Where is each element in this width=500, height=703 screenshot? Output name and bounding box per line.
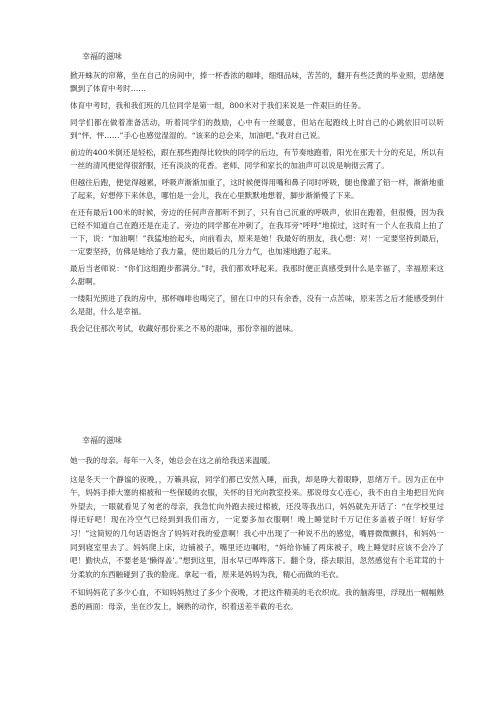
article-1-title: 幸福的滋味 — [82, 52, 122, 61]
paragraph: 我会记住那次考试，收藏好那份来之不易的甜味，那份幸福的滋味。 — [70, 324, 298, 333]
paragraph: 体育中考时，我和我们班的几位同学是第一组，800米对于我们来说是一件艰巨的任务。 — [70, 101, 366, 110]
paragraph: 在还有最后100米的时候，旁边的任何声音都听不到了，只有自己沉重的呼吸声，依旧在跑着，但很慢，因为我已经不知道自己在跑还是在走了。旁边的同学都在冲刺了，在我耳旁“呼呼”地掠过，这时有一个人在我肩上拍了一下，说：“加油啊！”我猛地抬起头，向前看去，原来是她！我最好的朋友，我心想：对！一定要坚持到最后，一定要坚持，仿佛是她给了我力量，使出最后的几分力气，也加速地跑了起来。 — [70, 208, 444, 256]
paragraph: 最后当老师说：“你们这组跑步都满分。”时，我们都欢呼起来。我那时便正真感受到什么是幸福了，幸福原来这么甜啊。 — [70, 264, 444, 286]
article-1 — [70, 50, 444, 339]
paragraph: 前边的400米倒还是轻松，跟在那些跑得比较快的同学的后边，有节奏地跑着，阳光在那天十分的充足，所以有一丝的清风便觉得很舒服，还有淡淡的花香。老师、同学和家长的加油声可以说是响彻云霄了。 — [70, 148, 444, 170]
paragraph: 这是冬天一个静谧的夜晚，，万籁具寂，同学们都已安然入睡，而我，却是睁大着眼睁，思绪万千。因为正在中午，妈妈手捧大塞的棉被和一些保暖的衣服，关怀的目光向教室投来。那说母女心连心，我不由自主地把目光向外望去，一眼就看见了匆老的母亲，我急忙向外跑去接过棉被，还没等我出口，妈妈就先开话了：“在学校里过得还好吧！现在冷空气已经到到我们南方，一定要多加衣服啊！晚上睡觉时千万记住多盖被子呀！好好学习！”这简短的几句话语饱含了妈妈对我的爱意啊！我心中出现了一种说不出的感觉，嘴唇微微颤抖，和妈妈一同到寝室里去了。妈妈爬上床，边铺被子，嘴里还边嘱咐，“妈给你铺了两床被子，晚上睡觉时应该不会冷了吧！勤快点，不要老是‘懒得盖’。”想到这里，泪水早已哗哗落下。翻个身，搽去眼泪，忽然感觉有个毛茸茸的十分柔软的东西触碰到了我的脸庞。拿起一看，原来是妈妈为我，精心而做的毛衣。 — [70, 474, 444, 579]
paragraph: 同学们都在做着准备活动，听着同学们的鼓励，心中有一丝暖意，但站在起跑线上时自己的心跳依旧可以听到“怦、怦……”手心也感觉湿湿的。“该来的总会来，加油吧。”我对自己说。 — [70, 118, 444, 140]
article-2-title: 幸福的滋味 — [82, 436, 122, 445]
paragraph: 她一我的母亲。每年一入冬，她总会在这之前给我送来温暖。 — [70, 456, 276, 465]
article-2 — [70, 434, 444, 619]
paragraph: 掀开蛛灰的帘幕，坐在自己的房间中，捧一杯香浓的咖啡，细细品味，苦苦的，翻开有些泛黄的毕业照，思绪便飘到了体育中考时…… — [70, 71, 444, 93]
paragraph: 不知妈妈花了多少心血，不知妈妈熬过了多少个夜晚，才把这件精美的毛衣织成。我的脑海里，浮现出一幅幅熟悉的画面：母亲，坐在沙发上，娴熟的动作，织着送差半截的毛衣。 — [70, 588, 444, 611]
paragraph: 但越往后跑，便觉得越累，呼吸声渐渐加重了，这时候便得用嘴和鼻子同时呼吸，腿也像灌了铅一样，渐渐地重了起来，好想停下来休息，哪怕是一会儿，我在心里默默地想着，脚步渐渐慢了下来。 — [70, 178, 444, 200]
paragraph: 一缕阳光照进了我的房中，那杯咖啡也喝完了，留在口中的只有余香，没有一点苦味，原来苦之后才能感受到什么是甜，什么是幸福。 — [70, 294, 444, 316]
